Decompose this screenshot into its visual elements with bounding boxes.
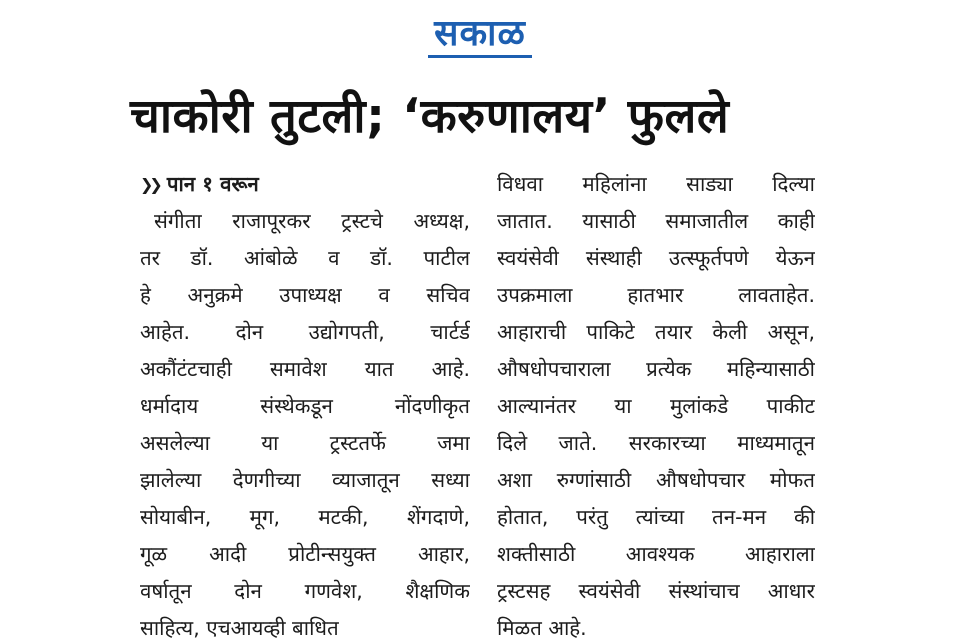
newspaper-masthead [405,10,555,60]
article-text-line: साहित्य, एचआयव्ही बाधित [140,616,339,640]
article-text-line: उपक्रमाला हातभार लावताहेत. [497,283,815,307]
article-text-line: गूळ आदी प्रोटीन्सयुक्त आहार, [140,542,470,566]
article-text-line: होतात, परंतु त्यांच्या तन-मन की [497,505,815,529]
article-text-line: दिले जाते. सरकारच्या माध्यमातून [497,431,815,455]
article-text-line: विधवा महिलांना साड्या दिल्या [497,172,815,196]
article-text-line: संगीता राजापूरकर ट्रस्टचे अध्यक्ष, [154,209,470,233]
article-text-line: आल्यानंतर या मुलांकडे पाकीट [497,394,815,418]
article-text-line: तर डॉ. आंबोळे व डॉ. पाटील [140,246,470,270]
article-text-line: आहाराची पाकिटे तयार केली असून, [497,320,815,344]
article-text-line: अकौंटंटचाही समावेश यात आहे. [140,357,470,381]
article-text-line: मिळत आहे. [497,616,587,640]
article-text-line: सोयाबीन, मूग, मटकी, शेंगदाणे, [140,505,470,529]
article-text-line: जातात. यासाठी समाजातील काही [497,209,815,233]
article-text-line: औषधोपचाराला प्रत्येक महिन्यासाठी [497,357,815,381]
continued-from-label: पान १ वरून [166,172,259,196]
article-text-line: अशा रुग्णांसाठी औषधोपचार मोफत [497,468,815,492]
article-text-line: ट्रस्टसह स्वयंसेवी संस्थांचाच आधार [497,579,815,603]
article-headline: चाकोरी तुटली; ‘करुणालय’ फुलले [130,89,730,144]
article-column-right [497,166,815,640]
double-chevron-right-icon: ❯❯ [140,175,159,194]
article-text-line: आहेत. दोन उद्योगपती, चार्टर्ड [140,320,470,344]
article-text-line: शक्तीसाठी आवश्यक आहाराला [497,542,815,566]
article-text-line: वर्षातून दोन गणवेश, शैक्षणिक [140,579,470,603]
article-text-line: हे अनुक्रमे उपाध्यक्ष व सचिव [140,283,470,307]
masthead-logo-text: सकाळ [428,13,532,58]
article-text-line: असलेल्या या ट्रस्टतर्फे जमा [140,431,470,455]
continued-from-note [140,166,470,203]
article-text-line: धर्मादाय संस्थेकडून नोंदणीकृत [140,394,470,418]
article-text-line: झालेल्या देणगीच्या व्याजातून सध्या [140,468,470,492]
article-text-line: स्वयंसेवी संस्थाही उत्स्फूर्तपणे येऊन [497,246,815,270]
article-column-left [140,166,470,640]
